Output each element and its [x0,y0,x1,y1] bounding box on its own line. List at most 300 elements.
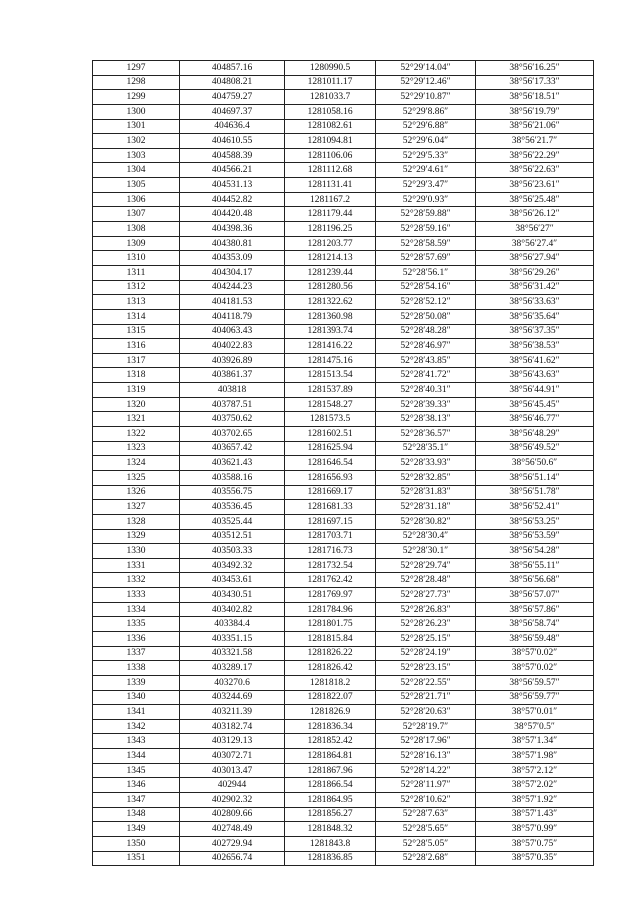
longitude-cell: 38°57′0.5″ [476,719,594,734]
latitude-cell: 52°28′38.13″ [376,412,476,427]
table-row [93,207,594,222]
y-coordinate-cell: 1281801.75 [285,617,376,632]
point-number-cell: 1301 [93,119,180,134]
longitude-cell: 38°57′1.98″ [476,749,594,764]
longitude-cell: 38°56′45.45″ [476,397,594,412]
point-number-cell: 1339 [93,675,180,690]
point-number-cell: 1324 [93,456,180,471]
latitude-cell: 52°28′30.4″ [376,529,476,544]
x-coordinate-cell: 403244.69 [180,690,285,705]
longitude-cell: 38°56′49.52″ [476,441,594,456]
x-coordinate-cell: 404697.37 [180,104,285,119]
y-coordinate-cell: 1281011.17 [285,75,376,90]
y-coordinate-cell: 1281826.9 [285,705,376,720]
point-number-cell: 1341 [93,705,180,720]
latitude-cell: 52°28′24.19″ [376,646,476,661]
table-row [93,734,594,749]
latitude-cell: 52°28′27.73″ [376,588,476,603]
y-coordinate-cell: 1281656.93 [285,470,376,485]
point-number-cell: 1328 [93,514,180,529]
y-coordinate-cell: 1281082.61 [285,119,376,134]
latitude-cell: 52°29′6.04″ [376,134,476,149]
latitude-cell: 52°28′59.16″ [376,222,476,237]
point-number-cell: 1297 [93,61,180,76]
x-coordinate-cell: 403621.43 [180,456,285,471]
latitude-cell: 52°28′52.12″ [376,295,476,310]
point-number-cell: 1315 [93,324,180,339]
table-row [93,529,594,544]
x-coordinate-cell: 404759.27 [180,90,285,105]
latitude-cell: 52°28′35.1″ [376,441,476,456]
longitude-cell: 38°56′51.78″ [476,485,594,500]
point-number-cell: 1351 [93,851,180,866]
latitude-cell: 52°28′5.05″ [376,836,476,851]
y-coordinate-cell: 1281548.27 [285,397,376,412]
point-number-cell: 1318 [93,368,180,383]
latitude-cell: 52°28′19.7″ [376,719,476,734]
longitude-cell: 38°57′0.01″ [476,705,594,720]
y-coordinate-cell: 1281058.16 [285,104,376,119]
x-coordinate-cell: 403321.58 [180,646,285,661]
longitude-cell: 38°57′1.92″ [476,793,594,808]
point-number-cell: 1325 [93,470,180,485]
table-row [93,514,594,529]
table-row [93,441,594,456]
longitude-cell: 38°56′35.64″ [476,309,594,324]
point-number-cell: 1331 [93,558,180,573]
longitude-cell: 38°56′53.59″ [476,529,594,544]
longitude-cell: 38°56′52.41″ [476,500,594,515]
table-row [93,470,594,485]
table-row [93,295,594,310]
latitude-cell: 52°29′8.86″ [376,104,476,119]
x-coordinate-cell: 403072.71 [180,749,285,764]
latitude-cell: 52°28′39.33″ [376,397,476,412]
y-coordinate-cell: 1281033.7 [285,90,376,105]
x-coordinate-cell: 402748.49 [180,822,285,837]
table-row [93,588,594,603]
x-coordinate-cell: 403211.39 [180,705,285,720]
coordinate-table [92,60,594,866]
y-coordinate-cell: 1281866.54 [285,778,376,793]
latitude-cell: 52°28′50.08″ [376,309,476,324]
point-number-cell: 1316 [93,339,180,354]
latitude-cell: 52°28′21.71″ [376,690,476,705]
table-row [93,104,594,119]
table-row [93,368,594,383]
longitude-cell: 38°56′44.91″ [476,383,594,398]
longitude-cell: 38°56′23.61″ [476,178,594,193]
point-number-cell: 1347 [93,793,180,808]
longitude-cell: 38°56′59.48″ [476,631,594,646]
longitude-cell: 38°56′58.74″ [476,617,594,632]
latitude-cell: 52°29′3.47″ [376,178,476,193]
latitude-cell: 52°28′26.83″ [376,602,476,617]
longitude-cell: 38°56′22.63″ [476,163,594,178]
longitude-cell: 38°56′59.77″ [476,690,594,705]
y-coordinate-cell: 1281393.74 [285,324,376,339]
y-coordinate-cell: 1281625.94 [285,441,376,456]
y-coordinate-cell: 1281703.71 [285,529,376,544]
point-number-cell: 1323 [93,441,180,456]
x-coordinate-cell: 404118.79 [180,309,285,324]
y-coordinate-cell: 1281360.98 [285,309,376,324]
longitude-cell: 38°56′59.57″ [476,675,594,690]
y-coordinate-cell: 1281131.41 [285,178,376,193]
x-coordinate-cell: 404420.48 [180,207,285,222]
x-coordinate-cell: 404857.16 [180,61,285,76]
latitude-cell: 52°28′2.68″ [376,851,476,866]
x-coordinate-cell: 403270.6 [180,675,285,690]
y-coordinate-cell: 1281179.44 [285,207,376,222]
point-number-cell: 1309 [93,236,180,251]
x-coordinate-cell: 403129.13 [180,734,285,749]
longitude-cell: 38°56′57.07″ [476,588,594,603]
table-row [93,500,594,515]
longitude-cell: 38°56′26.12″ [476,207,594,222]
y-coordinate-cell: 1281818.2 [285,675,376,690]
point-number-cell: 1312 [93,280,180,295]
x-coordinate-cell: 403702.65 [180,427,285,442]
table-row [93,383,594,398]
point-number-cell: 1337 [93,646,180,661]
table-row [93,309,594,324]
point-number-cell: 1344 [93,749,180,764]
x-coordinate-cell: 403536.45 [180,500,285,515]
latitude-cell: 52°28′43.85″ [376,353,476,368]
x-coordinate-cell: 404244.23 [180,280,285,295]
longitude-cell: 38°56′50.6″ [476,456,594,471]
table-row [93,749,594,764]
y-coordinate-cell: 1281537.89 [285,383,376,398]
y-coordinate-cell: 1281416.22 [285,339,376,354]
point-number-cell: 1306 [93,192,180,207]
longitude-cell: 38°57′0.02″ [476,646,594,661]
x-coordinate-cell: 403750.62 [180,412,285,427]
x-coordinate-cell: 404452.82 [180,192,285,207]
latitude-cell: 52°28′31.18″ [376,500,476,515]
y-coordinate-cell: 1281669.17 [285,485,376,500]
table-row [93,851,594,866]
table-row [93,836,594,851]
x-coordinate-cell: 402729.94 [180,836,285,851]
longitude-cell: 38°56′21.06″ [476,119,594,134]
table-row [93,61,594,76]
point-number-cell: 1346 [93,778,180,793]
latitude-cell: 52°28′41.72″ [376,368,476,383]
point-number-cell: 1348 [93,807,180,822]
latitude-cell: 52°28′36.57″ [376,427,476,442]
point-number-cell: 1299 [93,90,180,105]
table-row [93,412,594,427]
x-coordinate-cell: 404380.81 [180,236,285,251]
point-number-cell: 1340 [93,690,180,705]
y-coordinate-cell: 1281867.96 [285,763,376,778]
longitude-cell: 38°56′55.11″ [476,558,594,573]
latitude-cell: 52°28′11.97″ [376,778,476,793]
longitude-cell: 38°56′54.28″ [476,544,594,559]
x-coordinate-cell: 403556.75 [180,485,285,500]
table-row [93,763,594,778]
y-coordinate-cell: 1281239.44 [285,265,376,280]
table-row [93,265,594,280]
point-number-cell: 1308 [93,222,180,237]
table-row [93,719,594,734]
latitude-cell: 52°28′26.23″ [376,617,476,632]
latitude-cell: 52°28′59.88″ [376,207,476,222]
table-row [93,90,594,105]
table-row [93,427,594,442]
x-coordinate-cell: 403861.37 [180,368,285,383]
point-number-cell: 1330 [93,544,180,559]
y-coordinate-cell: 1281167.2 [285,192,376,207]
point-number-cell: 1333 [93,588,180,603]
latitude-cell: 52°28′20.63″ [376,705,476,720]
latitude-cell: 52°29′10.87″ [376,90,476,105]
longitude-cell: 38°56′29.26″ [476,265,594,280]
point-number-cell: 1338 [93,661,180,676]
latitude-cell: 52°28′5.65″ [376,822,476,837]
y-coordinate-cell: 1281322.62 [285,295,376,310]
x-coordinate-cell: 403818 [180,383,285,398]
x-coordinate-cell: 403657.42 [180,441,285,456]
x-coordinate-cell: 404531.13 [180,178,285,193]
longitude-cell: 38°57′0.02″ [476,661,594,676]
longitude-cell: 38°56′38.53″ [476,339,594,354]
table-row [93,456,594,471]
y-coordinate-cell: 1281475.16 [285,353,376,368]
latitude-cell: 52°29′14.04″ [376,61,476,76]
point-number-cell: 1305 [93,178,180,193]
table-row [93,573,594,588]
table-row [93,646,594,661]
point-number-cell: 1326 [93,485,180,500]
y-coordinate-cell: 1281864.95 [285,793,376,808]
table-row [93,148,594,163]
x-coordinate-cell: 404636.4 [180,119,285,134]
longitude-cell: 38°56′57.86″ [476,602,594,617]
x-coordinate-cell: 404610.55 [180,134,285,149]
x-coordinate-cell: 402944 [180,778,285,793]
table-row [93,75,594,90]
y-coordinate-cell: 1281826.42 [285,661,376,676]
table-row [93,163,594,178]
y-coordinate-cell: 1281196.25 [285,222,376,237]
point-number-cell: 1314 [93,309,180,324]
longitude-cell: 38°56′27.4″ [476,236,594,251]
latitude-cell: 52°29′4.61″ [376,163,476,178]
longitude-cell: 38°56′33.63″ [476,295,594,310]
point-number-cell: 1342 [93,719,180,734]
x-coordinate-cell: 404398.36 [180,222,285,237]
latitude-cell: 52°28′25.15″ [376,631,476,646]
x-coordinate-cell: 404181.53 [180,295,285,310]
point-number-cell: 1311 [93,265,180,280]
point-number-cell: 1298 [93,75,180,90]
y-coordinate-cell: 1281836.85 [285,851,376,866]
latitude-cell: 52°28′31.83″ [376,485,476,500]
x-coordinate-cell: 403503.33 [180,544,285,559]
x-coordinate-cell: 402809.66 [180,807,285,822]
latitude-cell: 52°28′22.55″ [376,675,476,690]
table-row [93,485,594,500]
latitude-cell: 52°28′17.96″ [376,734,476,749]
point-number-cell: 1307 [93,207,180,222]
x-coordinate-cell: 403384.4 [180,617,285,632]
x-coordinate-cell: 403289.17 [180,661,285,676]
y-coordinate-cell: 1281716.73 [285,544,376,559]
table-row [93,617,594,632]
table-row [93,675,594,690]
x-coordinate-cell: 403525.44 [180,514,285,529]
table-row [93,192,594,207]
point-number-cell: 1335 [93,617,180,632]
longitude-cell: 38°57′1.43″ [476,807,594,822]
latitude-cell: 52°28′40.31″ [376,383,476,398]
point-number-cell: 1345 [93,763,180,778]
point-number-cell: 1320 [93,397,180,412]
y-coordinate-cell: 1281852.42 [285,734,376,749]
y-coordinate-cell: 1281094.81 [285,134,376,149]
point-number-cell: 1310 [93,251,180,266]
y-coordinate-cell: 1281762.42 [285,573,376,588]
point-number-cell: 1300 [93,104,180,119]
latitude-cell: 52°29′6.88″ [376,119,476,134]
table-row [93,134,594,149]
latitude-cell: 52°28′48.28″ [376,324,476,339]
x-coordinate-cell: 403926.89 [180,353,285,368]
longitude-cell: 38°56′43.63″ [476,368,594,383]
table-row [93,222,594,237]
x-coordinate-cell: 403588.16 [180,470,285,485]
table-row [93,397,594,412]
table-row [93,690,594,705]
x-coordinate-cell: 404588.39 [180,148,285,163]
point-number-cell: 1336 [93,631,180,646]
x-coordinate-cell: 403492.32 [180,558,285,573]
table-row [93,236,594,251]
table-row [93,251,594,266]
point-number-cell: 1302 [93,134,180,149]
latitude-cell: 52°28′32.85″ [376,470,476,485]
latitude-cell: 52°28′54.16″ [376,280,476,295]
longitude-cell: 38°56′19.79″ [476,104,594,119]
longitude-cell: 38°57′0.35″ [476,851,594,866]
x-coordinate-cell: 404353.09 [180,251,285,266]
point-number-cell: 1303 [93,148,180,163]
y-coordinate-cell: 1281602.51 [285,427,376,442]
x-coordinate-cell: 403512.51 [180,529,285,544]
point-number-cell: 1343 [93,734,180,749]
y-coordinate-cell: 1281815.84 [285,631,376,646]
y-coordinate-cell: 1281826.22 [285,646,376,661]
latitude-cell: 52°28′23.15″ [376,661,476,676]
y-coordinate-cell: 1281106.06 [285,148,376,163]
point-number-cell: 1313 [93,295,180,310]
longitude-cell: 38°56′53.25″ [476,514,594,529]
table-row [93,778,594,793]
y-coordinate-cell: 1281203.77 [285,236,376,251]
x-coordinate-cell: 404566.21 [180,163,285,178]
x-coordinate-cell: 403430.51 [180,588,285,603]
latitude-cell: 52°28′56.1″ [376,265,476,280]
x-coordinate-cell: 403453.61 [180,573,285,588]
y-coordinate-cell: 1281513.54 [285,368,376,383]
y-coordinate-cell: 1281856.27 [285,807,376,822]
point-number-cell: 1304 [93,163,180,178]
y-coordinate-cell: 1281784.96 [285,602,376,617]
longitude-cell: 38°56′56.68″ [476,573,594,588]
longitude-cell: 38°56′18.51″ [476,90,594,105]
longitude-cell: 38°56′17.33″ [476,75,594,90]
x-coordinate-cell: 402656.74 [180,851,285,866]
table-row [93,822,594,837]
point-number-cell: 1319 [93,383,180,398]
longitude-cell: 38°57′0.99″ [476,822,594,837]
table-row [93,339,594,354]
y-coordinate-cell: 1281769.97 [285,588,376,603]
longitude-cell: 38°56′46.77″ [476,412,594,427]
latitude-cell: 52°28′46.97″ [376,339,476,354]
x-coordinate-cell: 402902.32 [180,793,285,808]
point-number-cell: 1334 [93,602,180,617]
latitude-cell: 52°28′29.74″ [376,558,476,573]
y-coordinate-cell: 1281112.68 [285,163,376,178]
longitude-cell: 38°56′41.62″ [476,353,594,368]
y-coordinate-cell: 1281697.15 [285,514,376,529]
x-coordinate-cell: 404808.21 [180,75,285,90]
point-number-cell: 1322 [93,427,180,442]
table-row [93,119,594,134]
x-coordinate-cell: 403787.51 [180,397,285,412]
longitude-cell: 38°56′48.29″ [476,427,594,442]
latitude-cell: 52°29′0.93″ [376,192,476,207]
table-row [93,661,594,676]
table-row [93,705,594,720]
longitude-cell: 38°56′16.25″ [476,61,594,76]
longitude-cell: 38°57′1.34″ [476,734,594,749]
y-coordinate-cell: 1281732.54 [285,558,376,573]
table-row [93,631,594,646]
longitude-cell: 38°56′37.35″ [476,324,594,339]
x-coordinate-cell: 403013.47 [180,763,285,778]
x-coordinate-cell: 403402.82 [180,602,285,617]
point-number-cell: 1349 [93,822,180,837]
longitude-cell: 38°57′2.02″ [476,778,594,793]
point-number-cell: 1329 [93,529,180,544]
point-number-cell: 1332 [93,573,180,588]
y-coordinate-cell: 1281681.33 [285,500,376,515]
longitude-cell: 38°56′21.7″ [476,134,594,149]
y-coordinate-cell: 1281214.13 [285,251,376,266]
table-row [93,807,594,822]
latitude-cell: 52°28′30.1″ [376,544,476,559]
table-row [93,793,594,808]
longitude-cell: 38°57′2.12″ [476,763,594,778]
point-number-cell: 1321 [93,412,180,427]
latitude-cell: 52°28′58.59″ [376,236,476,251]
y-coordinate-cell: 1281280.56 [285,280,376,295]
y-coordinate-cell: 1281836.34 [285,719,376,734]
y-coordinate-cell: 1280990.5 [285,61,376,76]
longitude-cell: 38°56′25.48″ [476,192,594,207]
table-row [93,544,594,559]
point-number-cell: 1327 [93,500,180,515]
latitude-cell: 52°28′33.93″ [376,456,476,471]
longitude-cell: 38°56′51.14″ [476,470,594,485]
latitude-cell: 52°28′10.62″ [376,793,476,808]
y-coordinate-cell: 1281843.8 [285,836,376,851]
